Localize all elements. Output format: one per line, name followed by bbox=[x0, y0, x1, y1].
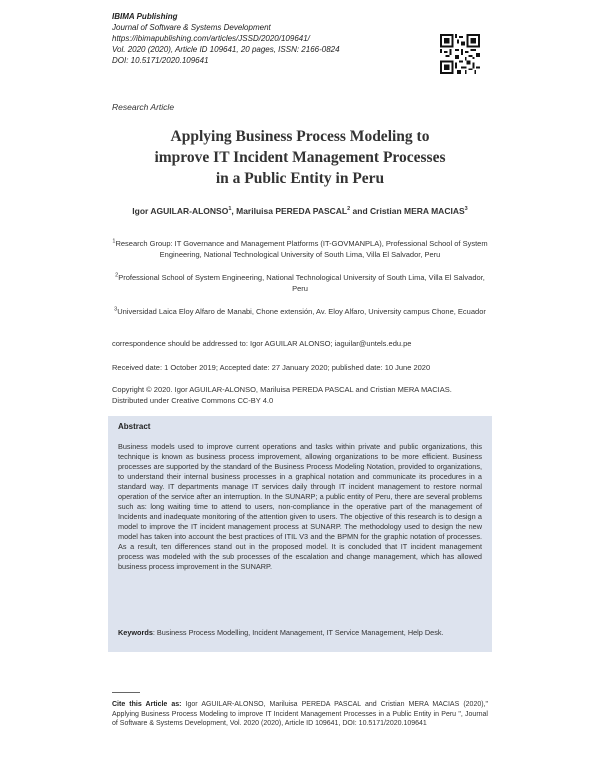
footnote-divider bbox=[112, 692, 140, 693]
author-name: Mariluisa PEREDA PASCAL bbox=[236, 206, 348, 216]
title-line: improve IT Incident Management Processes bbox=[154, 149, 446, 166]
volume-info: Vol. 2020 (2020), Article ID 109641, 20 pages, ISSN: 2166-0824 bbox=[112, 45, 340, 54]
author-sup: 3 bbox=[464, 206, 468, 213]
affiliation bbox=[112, 238, 488, 260]
author-sup: 1 bbox=[228, 206, 232, 213]
citation bbox=[112, 700, 488, 729]
affiliation-text: Professional School of System Engineering, National Technological University of South Lima, Villa El Salvador, Peru bbox=[118, 273, 485, 293]
affiliation bbox=[112, 272, 488, 294]
affiliation-sup: 2 bbox=[115, 272, 119, 279]
keywords-text: : Business Process Modelling, Incident Management, IT Service Management, Help Desk. bbox=[152, 628, 444, 637]
affiliation bbox=[112, 306, 488, 317]
affiliation-text: Research Group: IT Governance and Management Platforms (IT-GOVMANPLA), Professional School of System Engineering, National Technological University of South Lima, Villa El Salvador, Peru bbox=[115, 239, 488, 259]
keywords-label: Keywords bbox=[118, 628, 153, 637]
affiliation-text: Universidad Laica Eloy Alfaro de Manabi, Chone extensión, Av. Eloy Alfaro, University campus Chone, Ecuador bbox=[117, 307, 486, 316]
author-sup: 2 bbox=[347, 206, 351, 213]
journal-header bbox=[112, 11, 340, 66]
article-type: Research Article bbox=[112, 102, 175, 112]
keywords bbox=[118, 628, 482, 638]
author-list bbox=[112, 206, 488, 216]
publisher-name: IBIMA Publishing bbox=[112, 12, 178, 21]
affiliation-sup: 3 bbox=[114, 306, 118, 313]
author-separator: , bbox=[231, 206, 237, 216]
article-url[interactable]: https://ibimapublishing.com/articles/JSSD/2020/109641/ bbox=[112, 34, 310, 43]
journal-name: Journal of Software & Systems Development bbox=[112, 23, 271, 32]
author-name: Cristian MERA MACIAS bbox=[370, 206, 465, 216]
title-line: in a Public Entity in Peru bbox=[215, 170, 385, 187]
author-separator: and bbox=[350, 206, 371, 216]
author-name: Igor AGUILAR-ALONSO bbox=[132, 206, 229, 216]
qr-code-icon bbox=[440, 34, 480, 74]
citation-text: Igor AGUILAR-ALONSO, Mariluisa PEREDA PASCAL and Cristian MERA MACIAS (2020)," Applying Business Process Modeling to improve IT Incident Management Processes in a Public Entity in Peru ", Journal of Software & Systems Development, Vol. 2020 (2020), Article ID 109641, DOI: 10.5171/2020.109641 bbox=[112, 701, 488, 728]
publication-dates: Received date: 1 October 2019; Accepted date: 27 January 2020; published date: 10 June 2020 bbox=[112, 363, 431, 372]
citation-label: Cite this Article as: bbox=[112, 701, 182, 708]
abstract-text: Business models used to improve current operations and tasks within private and public organizations, this technique is known as business process improvement, allowing organizations to be more efficient. Business processes are supported by the standard of the Business Process Modeling Notation, provided to organizations, to understand their internal business processes in a graphical notation and communicate its procedures in a standard way. IT departments manage IT services daily through IT incident management to restore normal operation of the service after an interruption. In the SUNARP; a public entity of Peru, there are several problems such as: long waiting time to attend to users, non-compliance in the operative part of the management of Incidents and inadequate monitoring of the attention given to users. The objective of this research is to design a model to improve the IT incident management process at SUNARP. The methodology used to design the new model has taken into account the best practices of ITIL V3 and the BPMN for the graphic notation of processes. As a result, ten differences stand out in the proposed model. It is concluded that IT incident management process was modeled with the sub processes of the escalation and change management, which has allowed business process improvement in the SUNARP. bbox=[118, 442, 482, 571]
copyright-notice: Copyright © 2020. Igor AGUILAR-ALONSO, Mariluisa PEREDA PASCAL and Cristian MERA MACIAS. Distributed under Creative Commons CC-BY 4.0 bbox=[112, 385, 452, 405]
correspondence: correspondence should be addressed to: Igor AGUILAR ALONSO; iaguilar@untels.edu.pe bbox=[112, 339, 412, 348]
abstract-heading: Abstract bbox=[118, 422, 151, 431]
affiliation-sup: 1 bbox=[112, 238, 116, 245]
article-title bbox=[112, 126, 488, 189]
doi: DOI: 10.5171/2020.109641 bbox=[112, 56, 209, 65]
title-line: Applying Business Process Modeling to bbox=[170, 128, 430, 145]
